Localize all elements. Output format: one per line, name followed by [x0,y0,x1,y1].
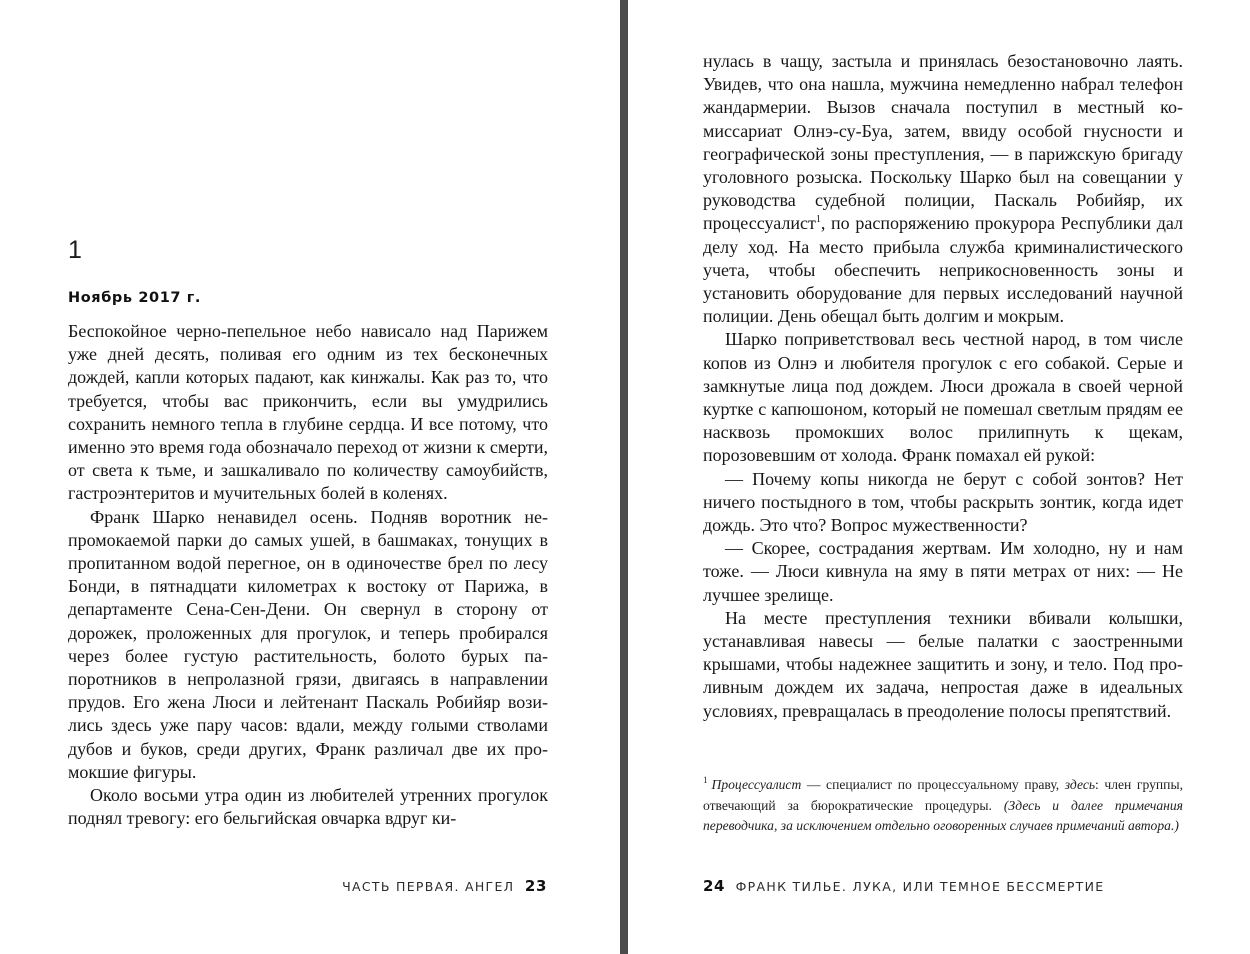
right-page [628,0,1250,954]
running-title: ФРАНК ТИЛЬЕ. ЛУКА, ИЛИ ТЕМНОЕ БЕССМЕРТИЕ [735,879,1105,894]
footnote-term: Процессуалист [711,777,802,792]
footnote-text: — специалист по процессуальному праву, [801,777,1065,792]
left-running-footer [342,877,547,895]
paragraph: Шарко поприветствовал весь честной народ, в том числе копов из Олнэ и любителя прогулок с его собакой. Серые и замкнутые лица под дождем. Люси дрожала в своей черной куртке с капюшоном, который не помешал светлым прядям ее насквозь промокших волос прилипнуть к щекам, порозовевшим от холода. Франк помахал ей рукой: [703,329,1183,466]
footnote [703,775,1183,837]
left-page [0,0,620,954]
translator-note: (Здесь и далее примечания переводчика, за исключением отдельно оговоренных случаев примечаний автора.) [703,797,1183,833]
left-body-text [68,320,548,830]
book-spine-gutter [620,0,628,954]
running-title: ЧАСТЬ ПЕРВАЯ. АНГЕЛ [342,879,515,894]
chapter-number: 1 [68,236,82,264]
page-number: 23 [524,877,547,895]
chapter-date-heading: Ноябрь 2017 г. [68,290,202,306]
footnote-reference: 1 [815,214,821,226]
paragraph: — Скорее, сострадания жертвам. Им холодно, ну и нам тоже. — Люси кивнула на яму в пяти метрах от них: — Не лучшее зрелище. [703,538,1183,605]
paragraph-text: , по распоряжению прокурора Республики дал делу ход. На место прибыла служба криминалистического учета, чтобы обеспечить неприкосновенность зоны и установить оборудование для первых исследований научной полиции. День обещал быть долгим и мокрым. [703,213,1183,327]
paragraph: Беспокойное черно-пепельное небо нависало над Парижем уже дней десять, поливая его одним из тех бесконечных дождей, капли которых падают, как кинжалы. Как раз то, что требуется, чтобы вас прикончить, если вы умудрились сохранить немного тепла в глубине сердца. И все потому, что именно это время года обозначало переход от жизни к смерти, от света к тьме, и зашкаливало по количеству самоубийств, гастроэнтеритов и мучительных болей в коленях. [68,321,548,504]
paragraph [703,50,1183,328]
paragraph: Франк Шарко ненавидел осень. Подняв воротник непромокаемой парки до самых ушей, в башмаках, тонущих в пропитанном водой перегное, он в одиночестве брел по лесу Бонди, в пятнадцати километрах к востоку от Парижа, в департаменте Сена-Сен-Дени. Он свернул в сторону от дорожек, проложенных для прогулок, и теперь пробирался через более густую растительность, болото бурых папоротников в непролазной грязи, двигаясь в направлении прудов. Его жена Люси и лейтенант Паскаль Робийяр возились здесь уже пару часов: вдали, между голыми стволами дубов и буков, среди других, Франк различал две их промокшие фигуры. [68,506,548,782]
footnote-text: : член группы, отвечающий за бюрократические процедуры. [703,777,1183,813]
paragraph-text: нулась в чащу, застыла и принялась безостановочно лаять. Увидев, что она нашла, мужчина немедленно набрал телефон жандармерии. Вызов сначала поступил в местный комиссариат Олнэ-су-Буа, затем, ввиду особой гнусности и географической зоны преступления, — в парижскую бригаду уголовного розыска. Поскольку Шарко был на совещании у руководства судебной полиции, Паскаль Робийяр, их процессуалист [703,51,1183,234]
paragraph: Около восьми утра один из любителей утренних прогулок поднял тревогу: его бельгийская овчарка вдруг ки- [68,785,548,829]
page-number: 24 [703,877,726,895]
footnote-mark: 1 [703,775,708,786]
right-running-footer [703,877,1104,895]
paragraph: На месте преступления техники вбивали колышки, устанавливая навесы — белые палатки с заостренными крышами, чтобы надежнее защитить и зону, и тело. Под проливным дождем их задача, непростая даже в идеальных условиях, превращалась в преодоление полосы препятствий. [703,607,1183,721]
paragraph: — Почему копы никогда не берут с собой зонтов? Нет ничего постыдного в том, чтобы раскрыть зонтик, когда идет дождь. Это что? Вопрос мужественности? [703,468,1183,536]
footnote-here: здесь [1064,777,1096,792]
right-body-text [703,50,1183,723]
